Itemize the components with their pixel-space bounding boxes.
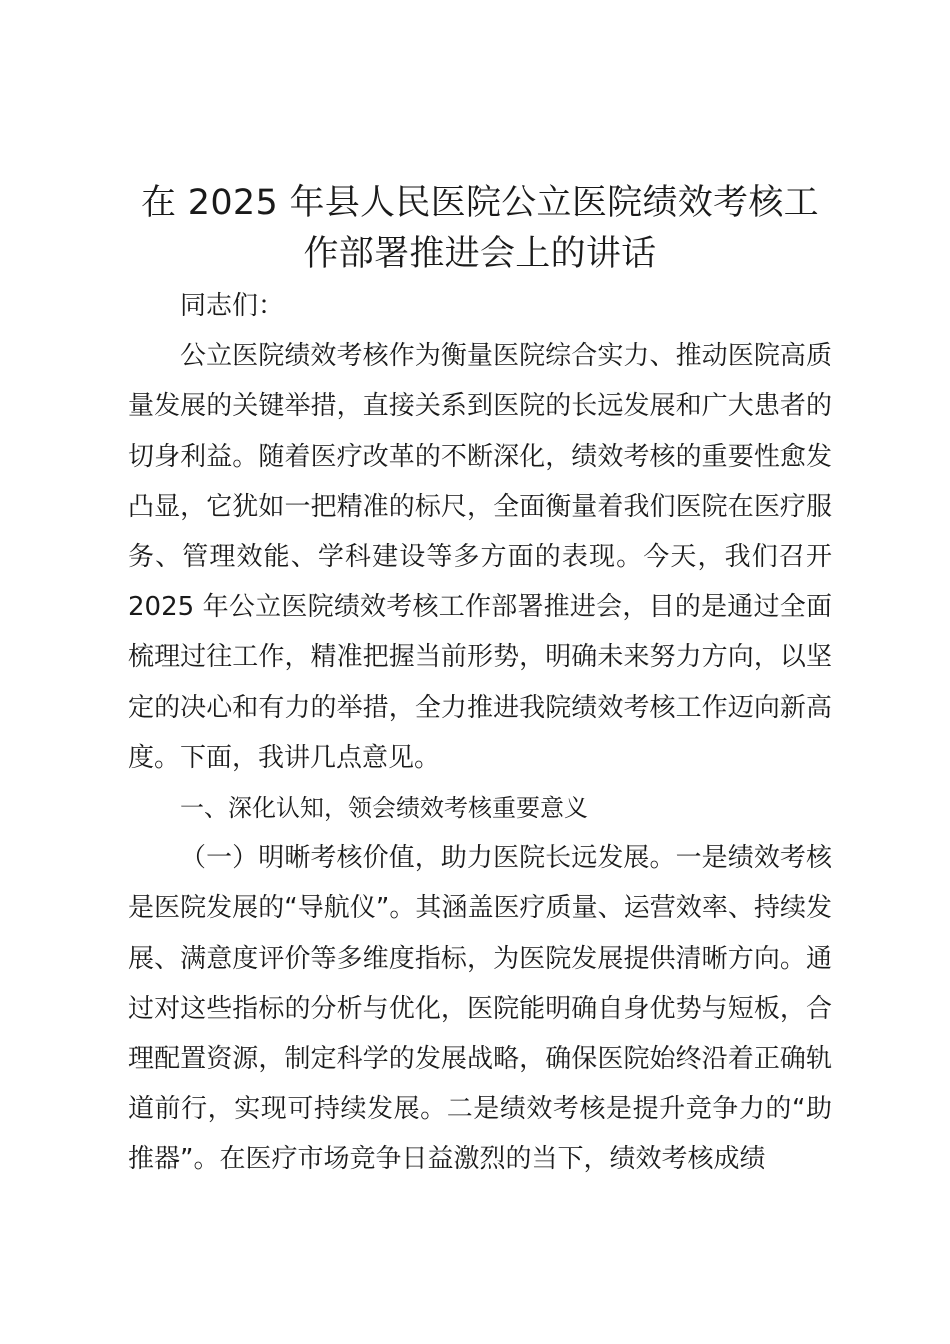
section-heading: 一、深化认知，领会绩效考核重要意义 (180, 794, 588, 823)
intro-paragraph: 公立医院绩效考核作为衡量医院综合实力、推动医院高质量发展的关键举措，直接关系到医院的长远发展和广大患者的切身利益。随着医疗改革的不断深化，绩效考核的重要性愈发凸显，它犹如一把精准的标尺，全面衡量着我们医院在医疗服务、管理效能、学科建设等多方面的表现。今天，我们召开 2025 年公立医院绩效考核工作部署推进会，目的是通过全面梳理过往工作，精准把握当前形势，明确未来努力方向，以坚定的决心和有力的举措，全力推进我院绩效考核工作迈向新高度。下面，我讲几点意见。 (128, 341, 832, 773)
document-title: 在 2025 年县人民医院公立医院绩效考核工作部署推进会上的讲话 (141, 183, 819, 274)
subsection-paragraph: （一）明晰考核价值，助力医院长远发展。一是绩效考核是医院发展的“导航仪”。其涵盖医疗质量、运营效率、持续发展、满意度评价等多维度指标，为医院发展提供清晰方向。通过对这些指标的分析与优化，医院能明确自身优势与短板，合理配置资源，制定科学的发展战略，确保医院始终沿着正确轨道前行，实现可持续发展。二是绩效考核是提升竞争力的“助推器”。在医疗市场竞争日益激烈的当下，绩效考核成绩 (128, 843, 832, 1175)
salutation: 同志们： (180, 291, 285, 321)
document-body (128, 281, 832, 1185)
